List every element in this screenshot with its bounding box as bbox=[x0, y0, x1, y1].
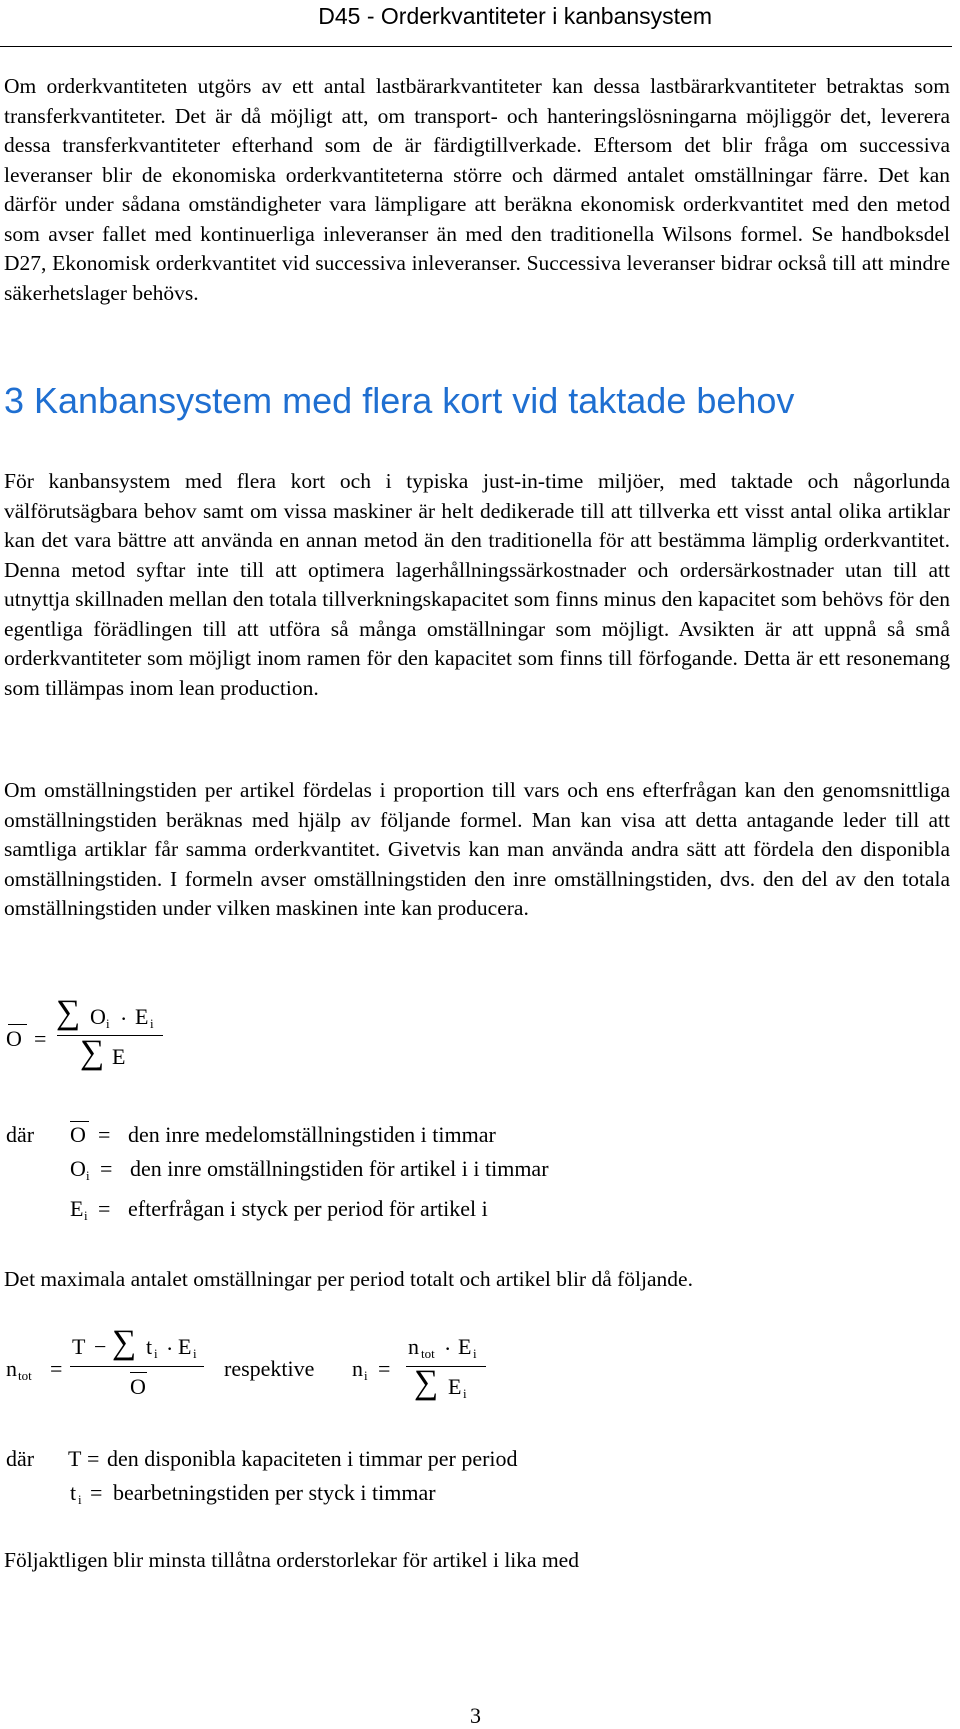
formula-symbol: E bbox=[458, 1334, 472, 1359]
subscript: i bbox=[78, 1492, 82, 1507]
formula-symbol: E bbox=[112, 1044, 126, 1069]
paragraph-setup-time: Om omställningstiden per artikel fördelas i proportion till vars och ens efterfrågan kan den genomsnittliga omställningstiden beräknas med hjälp av följande formel. Man kan visa att detta antagande leder till att samtliga artiklar får samma orderkvantitet. Givetvis kan man använda andra sätt att fördela den disponibla omställningstiden. I formeln avser omställningstiden den inre omställningstiden, dvs. den del av den totala omställningstiden under vilken maskinen inte kan producera. bbox=[4, 778, 950, 920]
formula-symbol: n bbox=[408, 1334, 419, 1359]
definitions-lead: där bbox=[6, 1446, 35, 1471]
formula-symbol: T bbox=[72, 1334, 86, 1359]
paragraph-method: För kanbansystem med flera kort och i typiska just-in-time miljöer, med taktade och någorlunda välförutsägbara behov samt om vissa maskiner är helt dedikerade till att tillverka ett visst antal olika artiklar kan det vara bättre att använda en annan metod än den traditionella för att bestämma lämplig orderkvantitet. Denna metod syftar inte till att optimera lagerhållningssärkostnader och ordersärkostnader utan till att utnyttja skillnaden mellan den totala tillverkningskapacitet som finns minus den kapacitet som behövs för den egentliga förädlingen till att utföra så många omställningar som möjligt. Avsikten är att uppnå så små orderkvantiteter som möjligt inom ramen för den kapacitet som finns till förfogande. Detta är ett resonemang som tillämpas inom lean production. bbox=[4, 469, 950, 700]
overline bbox=[130, 1372, 147, 1373]
definition-text: den inre omställningstiden för artikel i i timmar bbox=[130, 1156, 549, 1181]
formula-symbol: O bbox=[90, 1004, 106, 1029]
header-rule bbox=[0, 46, 952, 47]
sigma-symbol: ∑ bbox=[112, 1324, 137, 1361]
definitions-lead: där bbox=[6, 1122, 35, 1147]
sigma-symbol: ∑ bbox=[56, 994, 81, 1031]
sigma-symbol: ∑ bbox=[80, 1034, 105, 1071]
definition-text: den inre medelomställningstiden i timmar bbox=[128, 1122, 496, 1147]
header-title: D45 - Orderkvantiteter i kanbansystem bbox=[318, 3, 712, 29]
definition-symbol: O bbox=[70, 1122, 86, 1147]
definition-symbol: E bbox=[70, 1196, 84, 1221]
minus-sign: − bbox=[94, 1334, 107, 1359]
equals-sign: = bbox=[34, 1026, 47, 1051]
formula-symbol: n bbox=[352, 1356, 363, 1381]
subscript: i bbox=[106, 1016, 110, 1031]
equals-sign: = bbox=[87, 1446, 100, 1471]
sigma-symbol: ∑ bbox=[414, 1364, 439, 1401]
definition-symbol: T bbox=[68, 1446, 82, 1471]
intro-paragraph: Om orderkvantiteten utgörs av ett antal lastbärarkvantiteter kan dessa lastbärarkvantiteter betraktas som transferkvantiteter. Det är då möjligt att, om transport- och hanteringslösningarna möjliggör det, leverera dessa transferkvantiteter efterhand som de är färdigtillverkade. Eftersom det blir fråga om successiva leveranser blir de ekonomiska orderkvantiteterna större och därmed antalet omställningar färre. Det kan därför under sådana omständigheter vara lämpligare att beräkna ekonomisk orderkvantitet med den metod som avser fallet med kontinuerliga inleveranser än med den traditionella Wilsons formel. Se handboksdel D27, Ekonomisk orderkvantitet vid successiva inleveranser. Successiva leveranser bidrar också till att mindre säkerhetslager behövs. bbox=[4, 74, 950, 305]
formula-symbol: E bbox=[178, 1334, 192, 1359]
paragraph-min-order: Följaktligen blir minsta tillåtna orderstorlekar för artikel i lika med bbox=[4, 1548, 579, 1572]
formula-symbol: n bbox=[6, 1356, 17, 1381]
equals-sign: = bbox=[100, 1156, 113, 1181]
equals-sign: = bbox=[50, 1356, 63, 1381]
paragraph-max-setups: Det maximala antalet omställningar per period totalt och artikel blir då följande. bbox=[4, 1267, 693, 1291]
subscript: i bbox=[193, 1346, 197, 1361]
subscript: tot bbox=[421, 1346, 435, 1361]
subscript: tot bbox=[18, 1368, 32, 1383]
page-number: 3 bbox=[470, 1703, 481, 1728]
formula-symbol: E bbox=[448, 1374, 462, 1399]
formula-symbol: O bbox=[130, 1374, 146, 1399]
overline bbox=[8, 1024, 27, 1025]
respektive-label: respektive bbox=[224, 1356, 315, 1381]
subscript: i bbox=[154, 1346, 158, 1361]
subscript: i bbox=[84, 1208, 88, 1223]
multiplication-dot: · bbox=[166, 1336, 174, 1361]
definition-symbol: t bbox=[70, 1480, 77, 1505]
definition-text: bearbetningstiden per styck i timmar bbox=[113, 1480, 436, 1505]
formula-symbol: E bbox=[135, 1004, 149, 1029]
fraction-bar bbox=[57, 1035, 163, 1036]
subscript: i bbox=[463, 1386, 467, 1401]
multiplication-dot: · bbox=[444, 1336, 452, 1361]
subscript: i bbox=[364, 1368, 368, 1383]
page-header bbox=[0, 0, 952, 48]
section-heading: 3 Kanbansystem med flera kort vid taktade behov bbox=[4, 380, 795, 421]
definition-text: efterfrågan i styck per period för artikel i bbox=[128, 1196, 488, 1221]
multiplication-dot: · bbox=[120, 1006, 128, 1031]
equals-sign: = bbox=[98, 1196, 111, 1221]
equals-sign: = bbox=[90, 1480, 103, 1505]
formula-symbol: O bbox=[6, 1026, 22, 1051]
subscript: i bbox=[86, 1168, 90, 1183]
equals-sign: = bbox=[98, 1122, 111, 1147]
subscript: i bbox=[473, 1346, 477, 1361]
fraction-bar bbox=[70, 1366, 204, 1367]
subscript: i bbox=[150, 1016, 154, 1031]
formula-symbol: t bbox=[146, 1334, 153, 1359]
definition-symbol: O bbox=[70, 1156, 86, 1181]
definition-text: den disponibla kapaciteten i timmar per period bbox=[107, 1446, 518, 1471]
equals-sign: = bbox=[378, 1356, 391, 1381]
